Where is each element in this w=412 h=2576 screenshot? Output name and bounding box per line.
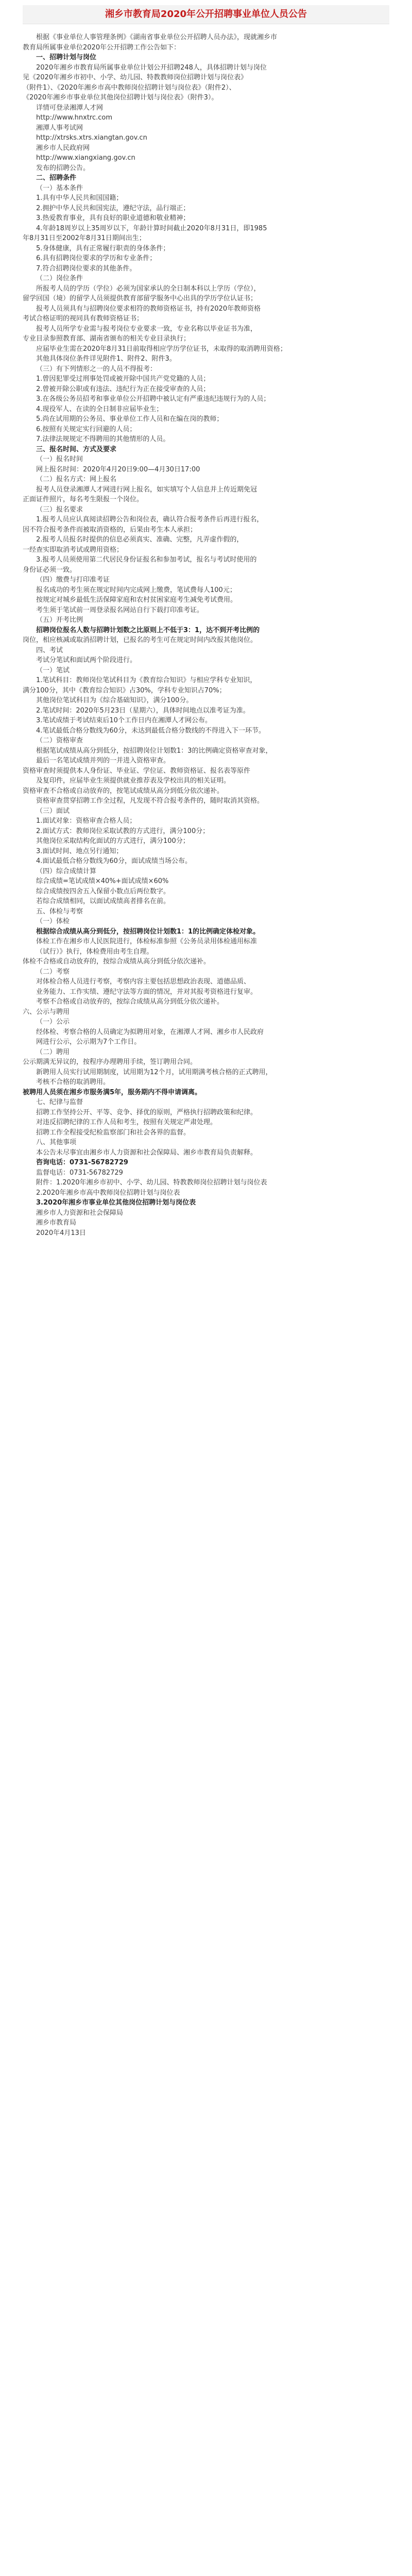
- body-line: 报考人员登录湘潭人才网进行网上报名，如实填写个人信息并上传近期免冠: [36, 485, 258, 494]
- body-line: 6.具有招聘岗位要求的学历和专业条件；: [36, 255, 157, 262]
- body-line: 考生须于笔试前一周登录报名网站自行下载打印准考证。: [36, 606, 204, 614]
- body-line: 公示期满无异议的，按程序办理聘用手续，签订聘用合同。: [23, 1058, 197, 1066]
- body-line: 附件：1.2020年湘乡市初中、小学、幼儿园、特教教师岗位招聘计划与岗位表: [36, 1179, 267, 1187]
- section-heading: 招聘岗位报名人数与招聘计划数之比原则上不低于3：1，达不到开考比例的: [36, 626, 260, 634]
- body-line: http://www.xiangxiang.gov.cn: [36, 154, 135, 162]
- body-line: 所报考人员的学历（学位）必须为国家承认的全日制本科以上学历（学位），: [36, 284, 261, 293]
- body-line: （一）报名时间: [36, 455, 83, 463]
- body-line: 7.法律法规规定不得聘用的其他情形的人员。: [36, 435, 170, 443]
- body-line: （二）聘用: [36, 1048, 70, 1056]
- body-line: 资格审查不合格或自动放弃的，按笔试成绩从高分到低分依次递补。: [23, 787, 224, 795]
- body-line: 对违反招聘纪律的工作人员和考生，按照有关规定严肃处理。: [36, 1118, 217, 1126]
- body-line: 5.身体健康，具有正常履行职责的身体条件；: [36, 244, 170, 252]
- body-line: 其他岗位采取结构化面试的方式进行，满分100分；: [36, 837, 190, 845]
- body-line: 其他具体岗位条件详见附件1、附件2、附件3。: [36, 355, 176, 363]
- body-line: （一）基本条件: [36, 184, 83, 192]
- body-line: 考核不合格的取消聘用。: [36, 1078, 110, 1086]
- body-line: 《2020年湘乡市事业单位其他岗位招聘计划与岗位表》（附件3）。: [23, 94, 218, 101]
- body-line: 若综合成绩相同，以面试成绩高者排名在前。: [36, 897, 170, 905]
- footer-spacer: [23, 1238, 389, 1248]
- body-line: 1.面试对象：资格审查合格人员；: [36, 817, 136, 825]
- body-line: 2.笔试时间：2020年5月23日（星期六），具体时间地点以准考证为准。: [36, 706, 250, 715]
- body-line: （试行）》执行，体检费用由考生自理。: [36, 947, 153, 956]
- body-line: 湘乡市人民政府网: [36, 144, 90, 152]
- body-line: 2.曾被开除公职或有违法、违纪行为正在接受审查的人员；: [36, 385, 210, 393]
- body-line: 体检不合格或自动放弃的，按综合成绩从高分到低分依次递补。: [23, 958, 211, 965]
- body-line: 1.具有中华人民共和国国籍；: [36, 194, 123, 202]
- body-line: （五）开考比例: [36, 616, 83, 624]
- body-line: 资格审查时须提供本人身份证、毕业证、学位证、教师资格证、报名表等原件: [23, 767, 251, 775]
- section-heading: 二、招聘条件: [36, 174, 77, 182]
- body-line: 最后一名笔试成绩并列的一并进入资格审查。: [36, 757, 170, 765]
- body-line: 发布的招聘公告。: [36, 164, 90, 172]
- body-line: 报考人员须具有与招聘岗位要求相符的教师资格证书，持有2020年教师资格: [36, 304, 261, 313]
- body-line: 4.面试最低合格分数线为60分，面试成绩当场公布。: [36, 857, 192, 865]
- body-line: 报名成功的考生须在规定时间内完成网上缴费，笔试费每人100元；: [36, 586, 236, 594]
- body-line: 四、考试: [36, 646, 63, 654]
- body-line: 及复印件，应届毕业生须提供就业推荐表及学校出具的相关证明。: [36, 777, 231, 785]
- body-line: （二）报名方式：网上报名: [36, 476, 117, 483]
- body-line: 对体检合格人员进行考察，考察内容主要包括思想政治表现、道德品质、: [36, 978, 251, 986]
- body-line: 专业目录参照教育部、湖南省颁布的相关专业目录执行；: [23, 335, 191, 343]
- body-line: 五、体检与考察: [36, 907, 83, 916]
- body-line: （四）缴费与打印准考证: [36, 576, 110, 584]
- body-line: 身份证必须一致。: [23, 566, 77, 574]
- body-line: 综合成绩=笔试成绩×40%+面试成绩×60%: [36, 877, 169, 885]
- body-line: 2020年4月13日: [36, 1229, 86, 1237]
- body-line: （二）岗位条件: [36, 275, 83, 282]
- body-line: 新聘用人员实行试用期制度，试用期为12个月，试用期满考核合格的正式聘用，: [36, 1068, 272, 1076]
- body-line: 3.面试时间、地点另行通知；: [36, 847, 123, 855]
- section-heading: 被聘用人员须在湘乡市服务满5年，服务期内不得申请调离。: [23, 1088, 202, 1096]
- body-line: 详情可登录湘潭人才网: [36, 104, 104, 112]
- body-line: 3.在各级公务员招考和事业单位公开招聘中被认定有严重违纪违规行为的人员；: [36, 395, 270, 403]
- body-line: 2.拥护中华人民共和国宪法，遵纪守法，品行端正；: [36, 204, 190, 212]
- body-line: 湘乡市教育局: [36, 1219, 77, 1227]
- body-line: http://xtrsks.xtrs.xiangtan.gov.cn: [36, 134, 147, 142]
- body-line: （三）面试: [36, 807, 70, 815]
- body-line: 教育局所属事业单位2020年公开招聘工作公告如下：: [23, 43, 181, 52]
- body-line: 一经查实即取消考试或聘用资格；: [23, 546, 124, 554]
- body-line: （四）综合成绩计算: [36, 867, 97, 875]
- body-line: （三）报名要求: [36, 505, 83, 514]
- body-line: 六、公示与聘用: [23, 1008, 70, 1016]
- body-line: 岗位，相应核减或取消招聘计划，已报名的考生可在规定时间内改报其他岗位。: [23, 636, 258, 644]
- section-heading: 三、报名时间、方式及要求: [36, 445, 117, 453]
- body-line: 本公告未尽事宜由湘乡市人力资源和社会保障局、湘乡市教育局负责解释。: [36, 1148, 258, 1157]
- body-line: 网进行公示，公示期为7个工作日。: [36, 1038, 141, 1046]
- body-line: 2020年湘乡市教育局所属事业单位计划公开招聘248人，具体招聘计划与岗位: [36, 63, 267, 72]
- section-heading: 咨询电话：0731-56782729: [36, 1159, 128, 1166]
- body-line: 业务能力、工作实绩、遵纪守法等方面的情况，并对其报考资格进行复审。: [36, 988, 258, 996]
- body-line: 其他岗位笔试科目为《综合基础知识》，满分100分。: [36, 697, 193, 704]
- announcement-body: [23, 32, 389, 1238]
- body-line: （附件1）、《2020年湘乡市高中教师岗位招聘计划与岗位表》（附件2）、: [23, 83, 236, 92]
- body-line: http://www.hnxtrc.com: [36, 114, 113, 122]
- body-line: 3.报考人员须使用第二代居民身份证报名和参加考试，报名与考试时使用的: [36, 556, 257, 564]
- body-line: 监督电话：0731-56782729: [36, 1168, 123, 1177]
- body-line: 4.现役军人、在读的全日制非应届毕业生；: [36, 405, 163, 413]
- section-heading: 根据综合成绩从高分到低分，按招聘岗位计划数1：1的比例确定体检对象。: [36, 927, 260, 936]
- body-line: （二）考察: [36, 968, 70, 976]
- body-line: 7.符合招聘岗位要求的其他条件。: [36, 264, 136, 273]
- body-line: 根据《事业单位人事管理条例》《湖南省事业单位公开招聘人员办法》，现就湘乡市: [36, 33, 278, 41]
- body-line: 综合成绩按四舍五入保留小数点后两位数字。: [36, 887, 170, 895]
- body-line: 3.笔试成绩于考试结束后10个工作日内在湘潭人才网公布。: [36, 717, 212, 724]
- body-line: 1.曾因犯罪受过刑事处罚或被开除中国共产党党籍的人员；: [36, 375, 210, 383]
- body-line: 资格审查贯穿招聘工作全过程，凡发现不符合报考条件的，随时取消其资格。: [36, 797, 264, 805]
- body-line: （二）资格审查: [36, 737, 83, 744]
- body-line: 3.热爱教育事业，具有良好的职业道德和敬业精神；: [36, 214, 190, 222]
- body-line: 考察不合格或自动放弃的，按综合成绩从高分到低分依次递补。: [36, 998, 224, 1006]
- body-line: 2.面试方式：教师岗位采取试教的方式进行，满分100分；: [36, 827, 210, 835]
- body-line: （三）有下列情形之一的人员不得报考：: [36, 365, 157, 373]
- body-line: 因不符合报考条件而被取消资格的，后果由考生本人承担；: [23, 526, 197, 534]
- body-line: 4.年龄18周岁以上35周岁以下，年龄计算时间截止2020年8月31日，即1985: [36, 224, 267, 232]
- body-line: （一）体检: [36, 918, 70, 925]
- body-line: 考试分笔试和面试两个阶段进行。: [36, 656, 137, 664]
- body-line: 网上报名时间：2020年4月20日9:00—4月30日17:00: [36, 465, 200, 473]
- body-line: 按规定对城乡最低生活保障家庭和农村贫困家庭考生减免考试费用。: [36, 596, 237, 604]
- body-line: 2.2020年湘乡市高中教师岗位招聘计划与岗位表: [36, 1189, 180, 1197]
- body-line: 湘潭人事考试网: [36, 124, 83, 132]
- body-line: 招聘工作全程接受纪检监察部门和社会各界的监督。: [36, 1128, 191, 1137]
- body-line: 留学回国（境）的留学人员须提供教育部留学服务中心出具的学历学位认证书；: [23, 295, 258, 302]
- body-line: 正面证件照片，每名考生限报一个岗位。: [23, 496, 144, 503]
- section-heading: 一、招聘计划与岗位: [36, 54, 97, 61]
- body-line: 应届毕业生需在2020年8月31日前取得相应学历学位证书，未取得的取消聘用资格；: [36, 345, 287, 353]
- body-line: 2.报考人员报名时提供的信息必须真实、准确、完整，凡弄虚作假的，: [36, 536, 244, 544]
- body-line: 5.尚在试用期的公务员、事业单位工作人员和在编在岗的教师；: [36, 415, 224, 423]
- body-line: 报考人员所学专业需与报考岗位专业要求一致，专业名称以毕业证书为准，: [36, 325, 258, 333]
- body-line: 根据笔试成绩从高分到低分，按招聘岗位计划数1：3的比例确定资格审查对象，: [36, 747, 272, 755]
- body-line: 考试合格证明的视同具有教师资格证书；: [23, 315, 144, 323]
- body-line: （一）笔试: [36, 666, 70, 674]
- body-line: 体检工作在湘乡市人民医院进行，体检标准参照《公务员录用体检通用标准: [36, 938, 258, 945]
- body-line: 1.笔试科目：教师岗位笔试科目为《教育综合知识》与相应学科专业知识，: [36, 676, 257, 684]
- body-line: 6.按照有关规定实行回避的人员；: [36, 425, 136, 433]
- body-line: 满分100分，其中《教育综合知识》占30%，学科专业知识占70%；: [23, 686, 226, 694]
- page-title: 湘乡市教育局2020年公开招聘事业单位人员公告: [23, 5, 389, 24]
- body-line: 湘乡市人力资源和社会保障局: [36, 1209, 124, 1217]
- body-line: （一）公示: [36, 1018, 70, 1026]
- section-heading: 3.2020年湘乡市事业单位其他岗位招聘计划与岗位表: [36, 1199, 196, 1207]
- body-line: 4.笔试最低合格分数线为60分，未达到最低合格分数线的不得进入下一环节。: [36, 726, 265, 735]
- body-line: 八、其他事项: [36, 1139, 77, 1146]
- body-line: 见《2020年湘乡市初中、小学、幼儿园、特教教师岗位招聘计划与岗位表》: [23, 74, 248, 81]
- body-line: 1.报考人员应认真阅读招聘公告和岗位表，确认符合报考条件后再进行报名，: [36, 516, 264, 523]
- body-line: 经体检、考察合格的人员确定为拟聘用对象，在湘潭人才网、湘乡市人民政府: [36, 1028, 264, 1036]
- body-line: 招聘工作坚持公开、平等、竞争、择优的原则，严格执行招聘政策和纪律。: [36, 1108, 258, 1116]
- body-line: 七、纪律与监督: [36, 1098, 83, 1106]
- body-line: 年8月31日至2002年8月31日期间出生；: [23, 234, 146, 242]
